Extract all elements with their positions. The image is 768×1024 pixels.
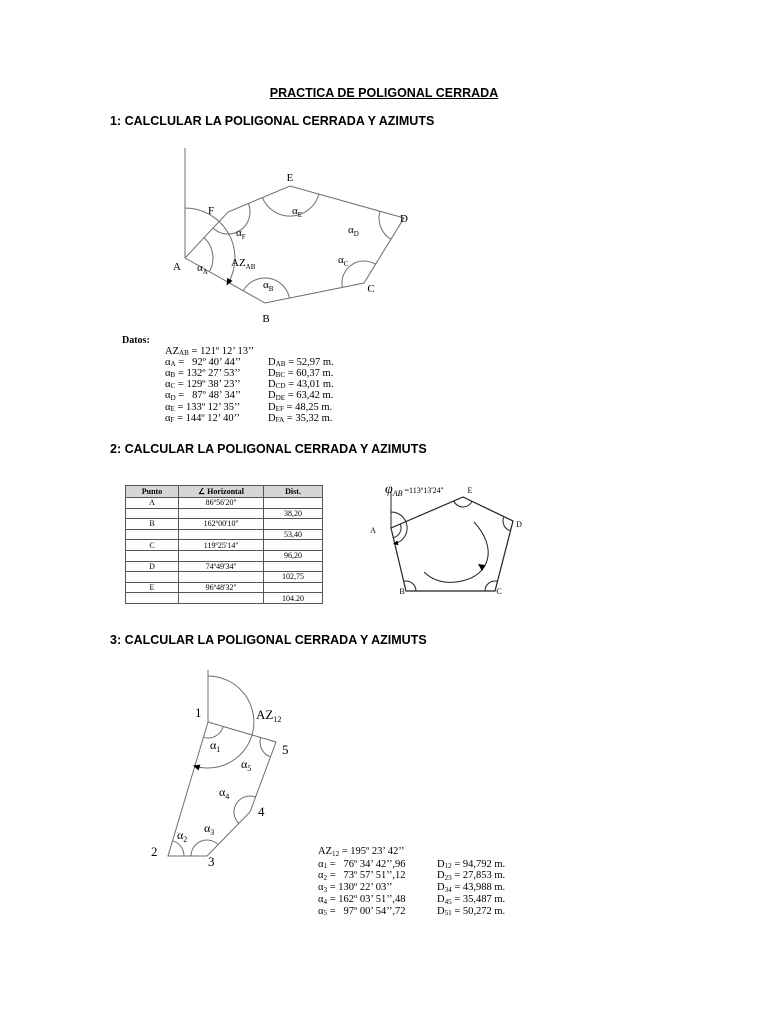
value: = 132º 27’ 53’’ — [175, 367, 241, 379]
alpha-symbol: α — [236, 227, 242, 239]
vertex-label-a: A — [173, 261, 181, 273]
table-row — [126, 519, 323, 530]
symbol: α — [318, 858, 324, 870]
table-row — [126, 593, 323, 604]
vertex-label-f: F — [207, 205, 215, 217]
symbol: D — [268, 356, 276, 368]
subscript: A — [170, 360, 176, 369]
subscript: 2 — [323, 874, 328, 883]
subscript: B — [170, 371, 176, 380]
angle-label-sub: C — [343, 260, 349, 268]
symbol: D — [437, 905, 445, 917]
alpha-symbol: α — [219, 785, 226, 799]
section1-heading: 1: CALCLULAR LA POLIGONAL CERRADA Y AZIMUTS — [110, 114, 435, 128]
cell-dist — [264, 498, 323, 509]
distance-row — [437, 859, 505, 871]
angle-label-sub: 4 — [225, 792, 230, 801]
symbol: α — [165, 390, 171, 401]
cell-angle — [179, 508, 264, 519]
subscript: EF — [275, 405, 284, 414]
phi-symbol: φ — [385, 482, 393, 497]
angle-label-sub: 5 — [247, 764, 252, 773]
symbol: D — [268, 367, 276, 379]
angle-row — [318, 870, 406, 882]
angle-label-2 — [177, 828, 187, 844]
value: = 92º 40’ 44’’ — [175, 356, 242, 368]
angle-arc-5 — [260, 738, 270, 758]
symbol: D — [268, 390, 276, 401]
cell-punto: B — [126, 519, 179, 530]
symbol: α — [165, 367, 171, 379]
value: = 43,01 m. — [285, 378, 334, 390]
azimuth-label — [231, 257, 256, 271]
symbol: AZ — [318, 846, 332, 857]
value: = 121º 12’ 13’’ — [188, 345, 255, 357]
table-row — [126, 529, 323, 540]
cell-punto — [126, 550, 179, 561]
distance-row — [437, 870, 505, 882]
section2-pentagon-diagram — [365, 478, 550, 603]
angle-arc-4 — [234, 796, 256, 823]
distance-row — [437, 894, 505, 906]
symbol: α — [165, 378, 171, 390]
vertex-label-d: D — [516, 520, 522, 529]
azimuth-symbol: AZ — [256, 707, 274, 722]
angle-label-sub: E — [297, 211, 303, 219]
symbol: α — [165, 412, 171, 424]
column-header-dist: Dist. — [264, 486, 323, 498]
page-title-text: PRACTICA DE POLIGONAL CERRADA — [269, 86, 499, 100]
subscript: CD — [275, 382, 286, 391]
alpha-symbol: α — [348, 224, 354, 236]
angle-row — [318, 859, 406, 871]
subscript: 1 — [323, 862, 328, 871]
cell-angle: 119º25'14'' — [179, 540, 264, 551]
symbol: D — [437, 870, 445, 882]
cell-angle: 86º56'20'' — [179, 498, 264, 509]
cell-angle: 96º48'32'' — [179, 582, 264, 593]
cell-angle — [179, 593, 264, 604]
symbol: D — [268, 378, 276, 390]
cell-dist: 102,75 — [264, 572, 323, 583]
vertex-label-a: A — [370, 526, 376, 535]
traverse-data-table — [125, 485, 323, 604]
cell-dist — [264, 561, 323, 572]
cell-punto: A — [126, 498, 179, 509]
cell-angle: 162º00'10'' — [179, 519, 264, 530]
vertex-label-4: 4 — [258, 804, 265, 819]
column-header-punto: Punto — [126, 486, 179, 498]
value: = 195º 23’ 42’’ — [339, 846, 405, 857]
subscript: 3 — [323, 885, 328, 894]
table-row — [126, 582, 323, 593]
angle-label-sub: 2 — [183, 835, 188, 844]
angle-label-b — [263, 279, 274, 293]
page-title — [0, 86, 768, 100]
alpha-symbol: α — [241, 757, 248, 771]
alpha-symbol: α — [338, 254, 344, 266]
cell-dist — [264, 540, 323, 551]
cell-punto — [126, 572, 179, 583]
subscript: F — [170, 416, 175, 425]
cell-punto — [126, 593, 179, 604]
angle-arc-e — [262, 194, 319, 216]
angle-label-e — [292, 205, 302, 219]
symbol: α — [165, 401, 171, 413]
table-row — [126, 498, 323, 509]
distance-row — [437, 906, 505, 918]
angle-label-3 — [204, 821, 214, 837]
subscript: E — [170, 405, 175, 414]
angle-arc-e — [454, 501, 472, 507]
subscript: 51 — [444, 909, 452, 918]
vertex-label-e: E — [286, 172, 294, 184]
symbol: D — [268, 412, 276, 424]
value: = 63,42 m. — [285, 390, 334, 401]
angle-label-1 — [210, 738, 220, 754]
table-row — [126, 540, 323, 551]
value: = 97º 00’ 54’’,72 — [327, 905, 406, 917]
alpha-symbol: α — [210, 738, 217, 752]
column-header-horizontal: ∠ Horizontal — [179, 486, 264, 498]
cell-angle — [179, 550, 264, 561]
polygon-outline — [391, 497, 513, 591]
value: = 35,487 m. — [451, 893, 506, 905]
value: = 35,32 m. — [284, 412, 333, 424]
value: = 162º 03’ 51’’,48 — [327, 893, 406, 905]
table-row — [126, 550, 323, 561]
angle-row — [165, 379, 241, 391]
angle-arc-d — [379, 211, 391, 239]
value: = 50,272 m. — [451, 905, 506, 917]
value: = 144º 12’ 40’’ — [174, 412, 240, 424]
cell-angle — [179, 572, 264, 583]
angle-row — [165, 413, 240, 425]
angle-label-sub: A — [202, 268, 208, 276]
cell-dist: 104.20 — [264, 593, 323, 604]
azimuth-sub: 12 — [273, 715, 282, 724]
distance-row — [268, 379, 334, 391]
cell-dist — [264, 582, 323, 593]
traverse-direction-arc — [424, 522, 488, 582]
angle-label-d — [348, 224, 359, 238]
value: = 48,25 m. — [283, 401, 333, 413]
value: = 87º 48’ 34’’ — [175, 390, 242, 401]
angle-row — [318, 906, 406, 918]
symbol: AZ — [165, 345, 179, 357]
symbol: α — [318, 882, 324, 893]
vertex-label-2: 2 — [151, 844, 158, 859]
cell-angle: 74º49'34'' — [179, 561, 264, 572]
angle-label-sub: B — [268, 285, 274, 293]
angle-label-c — [338, 254, 349, 268]
subscript: 5 — [323, 909, 328, 918]
cell-punto: D — [126, 561, 179, 572]
value: = 43,988 m. — [451, 882, 506, 893]
value: = 94,792 m. — [451, 858, 506, 870]
angle-row — [165, 390, 241, 402]
value: = 73º 57’ 51’’,12 — [327, 870, 406, 882]
alpha-symbol: α — [197, 262, 203, 274]
angle-label-sub: 3 — [210, 828, 215, 837]
angle-arc-2 — [173, 841, 184, 856]
value: = 76º 34’ 42’’,96 — [327, 858, 406, 870]
angle-label-sub: D — [353, 230, 359, 238]
subscript: 45 — [444, 897, 452, 906]
azimuth-sub: AB — [392, 489, 403, 498]
symbol: α — [318, 893, 324, 905]
symbol: D — [437, 882, 445, 893]
table-row — [126, 572, 323, 583]
table-row — [126, 508, 323, 519]
value: = 60,37 m. — [285, 367, 334, 379]
angle-row — [318, 894, 406, 906]
subscript: 12 — [444, 862, 452, 871]
azimuth-arc — [195, 676, 254, 768]
subscript: D — [170, 393, 176, 402]
cell-punto — [126, 529, 179, 540]
alpha-symbol: α — [292, 205, 298, 217]
azimuth-label — [256, 707, 281, 724]
angle-label-5 — [241, 757, 251, 773]
subscript: C — [170, 382, 176, 391]
section3-polygon-diagram — [145, 665, 305, 875]
azimuth-value-line — [318, 846, 404, 858]
angle-label-4 — [219, 785, 229, 801]
section2-heading: 2: CALCULAR LA POLIGONAL CERRADA Y AZIMUTS — [110, 442, 427, 456]
azimuth-sub: AB — [245, 263, 256, 271]
subscript: 12 — [332, 849, 340, 858]
angle-label-a — [197, 262, 208, 276]
cell-dist — [264, 519, 323, 530]
alpha-symbol: α — [204, 821, 211, 835]
vertex-label-b: B — [262, 313, 270, 325]
subscript: 4 — [323, 897, 328, 906]
subscript: FA — [275, 416, 285, 425]
cell-dist: 96,20 — [264, 550, 323, 561]
value: = 133º 12’ 35’’ — [174, 401, 241, 413]
vertex-label-1: 1 — [195, 705, 202, 720]
cell-dist: 53,40 — [264, 529, 323, 540]
value: = 130º 22’ 03’’ — [327, 882, 393, 893]
angle-label-f — [236, 227, 246, 241]
value: = 129º 38’ 23’’ — [175, 378, 241, 390]
table-row — [126, 561, 323, 572]
azimuth-label — [385, 482, 444, 498]
subscript: AB — [179, 349, 189, 358]
symbol: α — [318, 870, 324, 882]
vertex-label-c: C — [496, 587, 502, 596]
alpha-symbol: α — [177, 828, 184, 842]
vertex-label-5: 5 — [282, 742, 289, 757]
value: = 52,97 m. — [285, 356, 334, 368]
vertex-label-e: E — [467, 486, 473, 495]
alpha-symbol: α — [263, 279, 269, 291]
table-header-row — [126, 486, 323, 498]
cell-angle — [179, 529, 264, 540]
vertex-label-b: B — [399, 587, 405, 596]
vertex-label-3: 3 — [208, 854, 215, 869]
angle-arc-f — [213, 204, 250, 235]
subscript: AB — [275, 360, 286, 369]
vertex-label-c: C — [367, 283, 375, 295]
angle-label-sub: 1 — [216, 745, 221, 754]
subscript: 23 — [444, 874, 452, 883]
distance-row — [268, 390, 333, 402]
value: = 27,853 m. — [451, 870, 506, 882]
datos-label: Datos: — [122, 334, 150, 346]
angle-label-sub: F — [241, 233, 246, 241]
symbol: D — [437, 858, 445, 870]
subscript: 34 — [444, 885, 452, 894]
section1-polygon-diagram — [160, 140, 430, 330]
vertex-label-d: D — [400, 213, 408, 225]
cell-punto: E — [126, 582, 179, 593]
angle-arc-a — [204, 238, 213, 272]
angle-row — [318, 882, 392, 894]
cell-punto: C — [126, 540, 179, 551]
cell-punto — [126, 508, 179, 519]
symbol: α — [318, 905, 324, 917]
symbol: D — [268, 401, 276, 413]
symbol: α — [165, 356, 171, 368]
section3-heading: 3: CALCULAR LA POLIGONAL CERRADA Y AZIMUTS — [110, 633, 427, 647]
cell-dist: 38,20 — [264, 508, 323, 519]
azimuth-symbol: AZ — [231, 257, 246, 269]
subscript: DE — [275, 393, 286, 402]
distance-row — [268, 413, 332, 425]
azimuth-value: =113º13'24'' — [402, 486, 444, 495]
symbol: D — [437, 893, 445, 905]
subscript: BC — [275, 371, 286, 380]
distance-row — [437, 882, 505, 894]
